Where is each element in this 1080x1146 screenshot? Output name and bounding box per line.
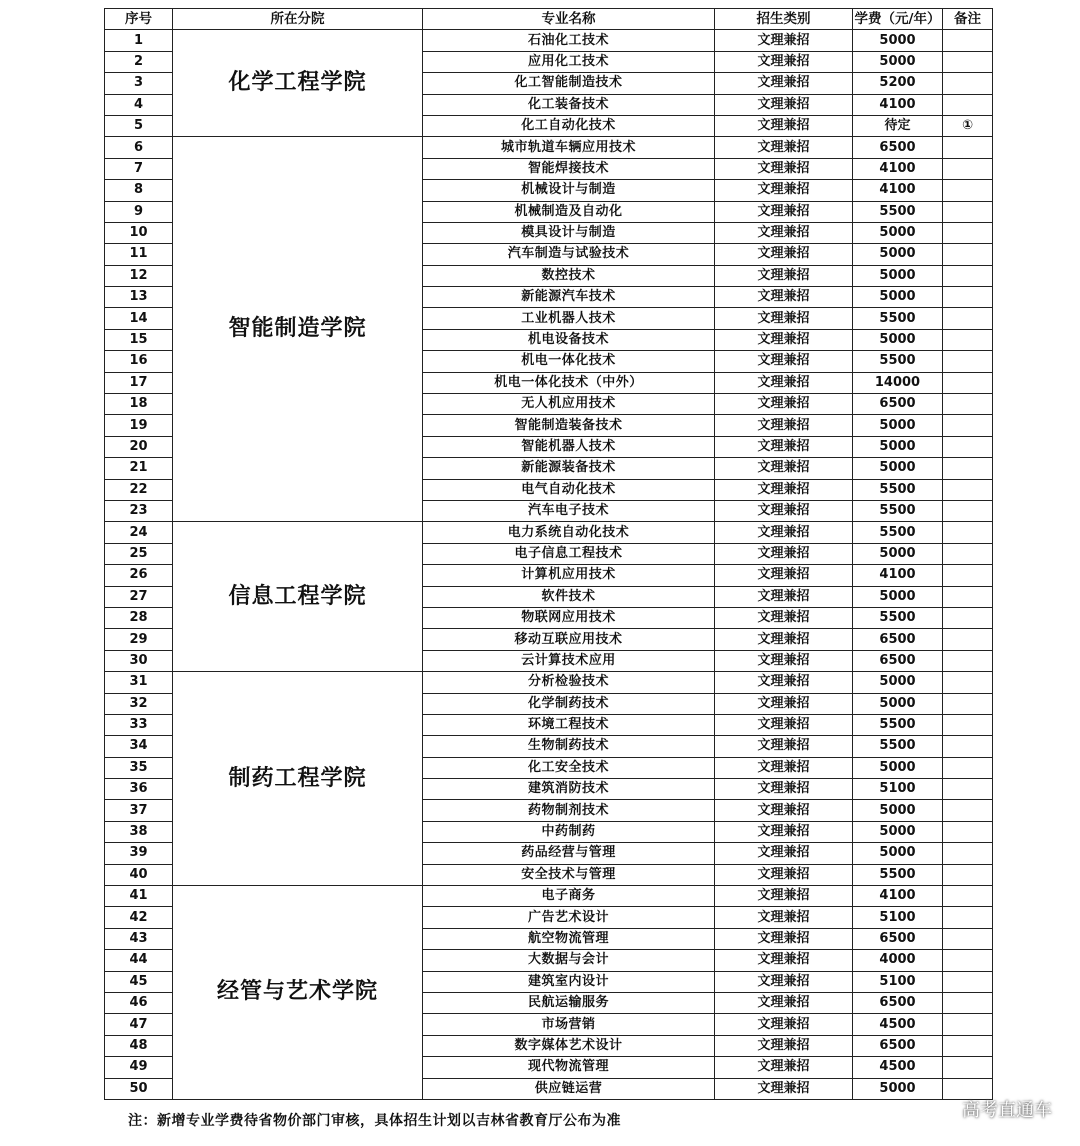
enroll-category: 文理兼招 xyxy=(715,757,853,778)
enroll-category: 文理兼招 xyxy=(715,500,853,521)
tuition-fee: 5000 xyxy=(853,51,943,72)
row-index: 27 xyxy=(105,586,173,607)
major-name: 生物制药技术 xyxy=(423,736,715,757)
remark xyxy=(943,821,993,842)
remark xyxy=(943,971,993,992)
row-index: 45 xyxy=(105,971,173,992)
major-name: 电气自动化技术 xyxy=(423,479,715,500)
enroll-category: 文理兼招 xyxy=(715,222,853,243)
major-name: 智能焊接技术 xyxy=(423,158,715,179)
row-index: 18 xyxy=(105,394,173,415)
enroll-category: 文理兼招 xyxy=(715,607,853,628)
remark xyxy=(943,650,993,671)
enroll-category: 文理兼招 xyxy=(715,1035,853,1056)
tuition-fee: 5000 xyxy=(853,672,943,693)
major-name: 化工安全技术 xyxy=(423,757,715,778)
tuition-fee: 4100 xyxy=(853,180,943,201)
header-fee: 学费（元/年） xyxy=(853,9,943,30)
enroll-category: 文理兼招 xyxy=(715,779,853,800)
enroll-category: 文理兼招 xyxy=(715,1057,853,1078)
remark xyxy=(943,500,993,521)
enroll-category: 文理兼招 xyxy=(715,928,853,949)
major-name: 机电设备技术 xyxy=(423,329,715,350)
major-name: 安全技术与管理 xyxy=(423,864,715,885)
tuition-fee: 6500 xyxy=(853,928,943,949)
remark xyxy=(943,1014,993,1035)
enroll-category: 文理兼招 xyxy=(715,308,853,329)
major-name: 机电一体化技术 xyxy=(423,351,715,372)
row-index: 37 xyxy=(105,800,173,821)
row-index: 22 xyxy=(105,479,173,500)
major-name: 智能机器人技术 xyxy=(423,436,715,457)
remark xyxy=(943,607,993,628)
major-name: 机械设计与制造 xyxy=(423,180,715,201)
tuition-fee: 5500 xyxy=(853,308,943,329)
row-index: 32 xyxy=(105,693,173,714)
major-name: 药物制剂技术 xyxy=(423,800,715,821)
enroll-category: 文理兼招 xyxy=(715,115,853,136)
tuition-fee: 5000 xyxy=(853,543,943,564)
enroll-category: 文理兼招 xyxy=(715,479,853,500)
remark xyxy=(943,30,993,51)
major-name: 电子信息工程技术 xyxy=(423,543,715,564)
remark xyxy=(943,907,993,928)
tuition-fee: 4000 xyxy=(853,950,943,971)
table-row xyxy=(105,886,993,907)
enroll-category: 文理兼招 xyxy=(715,287,853,308)
enroll-category: 文理兼招 xyxy=(715,265,853,286)
enroll-category: 文理兼招 xyxy=(715,201,853,222)
tuition-fee: 5500 xyxy=(853,714,943,735)
major-name: 计算机应用技术 xyxy=(423,565,715,586)
row-index: 44 xyxy=(105,950,173,971)
major-name: 石油化工技术 xyxy=(423,30,715,51)
enroll-category: 文理兼招 xyxy=(715,137,853,158)
remark xyxy=(943,736,993,757)
enroll-category: 文理兼招 xyxy=(715,886,853,907)
enroll-category: 文理兼招 xyxy=(715,30,853,51)
college-name: 信息工程学院 xyxy=(173,522,423,672)
tuition-fee: 5500 xyxy=(853,736,943,757)
major-name: 模具设计与制造 xyxy=(423,222,715,243)
remark xyxy=(943,329,993,350)
major-name: 应用化工技术 xyxy=(423,51,715,72)
enroll-category: 文理兼招 xyxy=(715,94,853,115)
tuition-fee: 5100 xyxy=(853,779,943,800)
row-index: 40 xyxy=(105,864,173,885)
major-name: 中药制药 xyxy=(423,821,715,842)
tuition-fee: 5000 xyxy=(853,329,943,350)
tuition-fee: 6500 xyxy=(853,650,943,671)
tuition-fee: 4100 xyxy=(853,94,943,115)
major-name: 数字媒体艺术设计 xyxy=(423,1035,715,1056)
major-name: 市场营销 xyxy=(423,1014,715,1035)
row-index: 39 xyxy=(105,843,173,864)
enroll-category: 文理兼招 xyxy=(715,329,853,350)
tuition-fee: 5500 xyxy=(853,522,943,543)
remark xyxy=(943,180,993,201)
row-index: 25 xyxy=(105,543,173,564)
remark xyxy=(943,415,993,436)
major-name: 环境工程技术 xyxy=(423,714,715,735)
enroll-category: 文理兼招 xyxy=(715,1078,853,1099)
enroll-category: 文理兼招 xyxy=(715,351,853,372)
college-name: 化学工程学院 xyxy=(173,30,423,137)
row-index: 38 xyxy=(105,821,173,842)
tuition-fee: 5500 xyxy=(853,351,943,372)
remark xyxy=(943,351,993,372)
major-name: 建筑室内设计 xyxy=(423,971,715,992)
enroll-category: 文理兼招 xyxy=(715,73,853,94)
tuition-fee: 4100 xyxy=(853,565,943,586)
enroll-category: 文理兼招 xyxy=(715,907,853,928)
major-name: 大数据与会计 xyxy=(423,950,715,971)
row-index: 2 xyxy=(105,51,173,72)
remark xyxy=(943,222,993,243)
tuition-fee: 5500 xyxy=(853,607,943,628)
row-index: 23 xyxy=(105,500,173,521)
tuition-fee: 4100 xyxy=(853,886,943,907)
row-index: 13 xyxy=(105,287,173,308)
tuition-fee: 待定 xyxy=(853,115,943,136)
remark xyxy=(943,779,993,800)
major-name: 城市轨道车辆应用技术 xyxy=(423,137,715,158)
remark xyxy=(943,51,993,72)
row-index: 29 xyxy=(105,629,173,650)
header-major: 专业名称 xyxy=(423,9,715,30)
enroll-category: 文理兼招 xyxy=(715,992,853,1013)
tuition-fee: 5000 xyxy=(853,757,943,778)
row-index: 24 xyxy=(105,522,173,543)
row-index: 16 xyxy=(105,351,173,372)
enroll-category: 文理兼招 xyxy=(715,950,853,971)
remark xyxy=(943,94,993,115)
header-row xyxy=(105,9,993,30)
enroll-category: 文理兼招 xyxy=(715,394,853,415)
tuition-fee: 5000 xyxy=(853,458,943,479)
major-name: 分析检验技术 xyxy=(423,672,715,693)
enroll-category: 文理兼招 xyxy=(715,800,853,821)
row-index: 47 xyxy=(105,1014,173,1035)
row-index: 26 xyxy=(105,565,173,586)
row-index: 6 xyxy=(105,137,173,158)
remark xyxy=(943,73,993,94)
major-name: 供应链运营 xyxy=(423,1078,715,1099)
major-name: 机电一体化技术（中外） xyxy=(423,372,715,393)
enroll-category: 文理兼招 xyxy=(715,543,853,564)
tuition-fee: 5000 xyxy=(853,843,943,864)
tuition-fee: 5000 xyxy=(853,800,943,821)
enroll-category: 文理兼招 xyxy=(715,672,853,693)
row-index: 49 xyxy=(105,1057,173,1078)
watermark: 高考直通车 xyxy=(962,1100,1052,1121)
remark xyxy=(943,864,993,885)
enroll-category: 文理兼招 xyxy=(715,180,853,201)
tuition-fee: 5000 xyxy=(853,265,943,286)
major-name: 化工智能制造技术 xyxy=(423,73,715,94)
major-name: 机械制造及自动化 xyxy=(423,201,715,222)
major-name: 化工自动化技术 xyxy=(423,115,715,136)
major-name: 汽车制造与试验技术 xyxy=(423,244,715,265)
header-index: 序号 xyxy=(105,9,173,30)
row-index: 43 xyxy=(105,928,173,949)
remark xyxy=(943,950,993,971)
remark xyxy=(943,714,993,735)
row-index: 3 xyxy=(105,73,173,94)
enroll-category: 文理兼招 xyxy=(715,843,853,864)
remark xyxy=(943,629,993,650)
row-index: 35 xyxy=(105,757,173,778)
enroll-category: 文理兼招 xyxy=(715,415,853,436)
remark xyxy=(943,137,993,158)
table-row xyxy=(105,672,993,693)
row-index: 14 xyxy=(105,308,173,329)
major-name: 智能制造装备技术 xyxy=(423,415,715,436)
row-index: 5 xyxy=(105,115,173,136)
tuition-fee: 6500 xyxy=(853,992,943,1013)
row-index: 21 xyxy=(105,458,173,479)
row-index: 50 xyxy=(105,1078,173,1099)
tuition-fee: 4500 xyxy=(853,1057,943,1078)
remark xyxy=(943,1035,993,1056)
tuition-fee: 5000 xyxy=(853,821,943,842)
enroll-category: 文理兼招 xyxy=(715,522,853,543)
row-index: 12 xyxy=(105,265,173,286)
remark xyxy=(943,394,993,415)
remark xyxy=(943,992,993,1013)
major-name: 现代物流管理 xyxy=(423,1057,715,1078)
enroll-category: 文理兼招 xyxy=(715,736,853,757)
tuition-fee: 5500 xyxy=(853,864,943,885)
major-name: 航空物流管理 xyxy=(423,928,715,949)
enrollment-table xyxy=(104,8,993,1100)
tuition-fee: 14000 xyxy=(853,372,943,393)
major-name: 药品经营与管理 xyxy=(423,843,715,864)
remark xyxy=(943,1057,993,1078)
row-index: 28 xyxy=(105,607,173,628)
remark xyxy=(943,158,993,179)
tuition-fee: 4100 xyxy=(853,158,943,179)
major-name: 软件技术 xyxy=(423,586,715,607)
row-index: 10 xyxy=(105,222,173,243)
remark xyxy=(943,757,993,778)
remark: ① xyxy=(943,115,993,136)
remark xyxy=(943,928,993,949)
tuition-fee: 4500 xyxy=(853,1014,943,1035)
college-name: 经管与艺术学院 xyxy=(173,886,423,1100)
tuition-fee: 5000 xyxy=(853,693,943,714)
tuition-fee: 6500 xyxy=(853,137,943,158)
tuition-fee: 6500 xyxy=(853,394,943,415)
enroll-category: 文理兼招 xyxy=(715,821,853,842)
enroll-category: 文理兼招 xyxy=(715,51,853,72)
enroll-category: 文理兼招 xyxy=(715,158,853,179)
tuition-fee: 5500 xyxy=(853,500,943,521)
remark xyxy=(943,201,993,222)
header-category: 招生类别 xyxy=(715,9,853,30)
tuition-fee: 5000 xyxy=(853,222,943,243)
tuition-fee: 5200 xyxy=(853,73,943,94)
remark xyxy=(943,543,993,564)
major-name: 化学制药技术 xyxy=(423,693,715,714)
row-index: 17 xyxy=(105,372,173,393)
remark xyxy=(943,372,993,393)
remark xyxy=(943,800,993,821)
table-body xyxy=(105,30,993,1100)
college-name: 制药工程学院 xyxy=(173,672,423,886)
remark xyxy=(943,843,993,864)
tuition-fee: 5000 xyxy=(853,436,943,457)
enroll-category: 文理兼招 xyxy=(715,372,853,393)
enroll-category: 文理兼招 xyxy=(715,436,853,457)
footnote: 注：新增专业学费待省物价部门审核，具体招生计划以吉林省教育厅公布为准 xyxy=(128,1113,621,1129)
enroll-category: 文理兼招 xyxy=(715,458,853,479)
enroll-category: 文理兼招 xyxy=(715,650,853,671)
row-index: 8 xyxy=(105,180,173,201)
remark xyxy=(943,672,993,693)
enroll-category: 文理兼招 xyxy=(715,1014,853,1035)
tuition-fee: 5100 xyxy=(853,907,943,928)
remark xyxy=(943,308,993,329)
college-name: 智能制造学院 xyxy=(173,137,423,522)
major-name: 工业机器人技术 xyxy=(423,308,715,329)
row-index: 11 xyxy=(105,244,173,265)
major-name: 无人机应用技术 xyxy=(423,394,715,415)
row-index: 42 xyxy=(105,907,173,928)
remark xyxy=(943,458,993,479)
tuition-fee: 6500 xyxy=(853,629,943,650)
major-name: 新能源汽车技术 xyxy=(423,287,715,308)
tuition-fee: 5500 xyxy=(853,479,943,500)
row-index: 15 xyxy=(105,329,173,350)
enroll-category: 文理兼招 xyxy=(715,714,853,735)
table-row xyxy=(105,137,993,158)
tuition-fee: 5000 xyxy=(853,30,943,51)
tuition-fee: 5000 xyxy=(853,586,943,607)
row-index: 19 xyxy=(105,415,173,436)
tuition-fee: 5000 xyxy=(853,244,943,265)
row-index: 48 xyxy=(105,1035,173,1056)
row-index: 46 xyxy=(105,992,173,1013)
major-name: 物联网应用技术 xyxy=(423,607,715,628)
table-row xyxy=(105,30,993,51)
tuition-fee: 5000 xyxy=(853,415,943,436)
tuition-fee: 6500 xyxy=(853,1035,943,1056)
major-name: 建筑消防技术 xyxy=(423,779,715,800)
enroll-category: 文理兼招 xyxy=(715,629,853,650)
major-name: 化工装备技术 xyxy=(423,94,715,115)
tuition-fee: 5500 xyxy=(853,201,943,222)
remark xyxy=(943,436,993,457)
major-name: 云计算技术应用 xyxy=(423,650,715,671)
row-index: 36 xyxy=(105,779,173,800)
row-index: 34 xyxy=(105,736,173,757)
major-name: 民航运输服务 xyxy=(423,992,715,1013)
remark xyxy=(943,479,993,500)
enroll-category: 文理兼招 xyxy=(715,244,853,265)
row-index: 4 xyxy=(105,94,173,115)
header-college: 所在分院 xyxy=(173,9,423,30)
enroll-category: 文理兼招 xyxy=(715,565,853,586)
tuition-fee: 5000 xyxy=(853,1078,943,1099)
enroll-category: 文理兼招 xyxy=(715,586,853,607)
major-name: 电子商务 xyxy=(423,886,715,907)
row-index: 7 xyxy=(105,158,173,179)
major-name: 移动互联应用技术 xyxy=(423,629,715,650)
remark xyxy=(943,522,993,543)
major-name: 汽车电子技术 xyxy=(423,500,715,521)
remark xyxy=(943,265,993,286)
header-note: 备注 xyxy=(943,9,993,30)
enroll-category: 文理兼招 xyxy=(715,693,853,714)
major-name: 电力系统自动化技术 xyxy=(423,522,715,543)
remark xyxy=(943,565,993,586)
row-index: 20 xyxy=(105,436,173,457)
remark xyxy=(943,586,993,607)
remark xyxy=(943,244,993,265)
row-index: 41 xyxy=(105,886,173,907)
row-index: 33 xyxy=(105,714,173,735)
major-name: 新能源装备技术 xyxy=(423,458,715,479)
table-row xyxy=(105,522,993,543)
tuition-fee: 5100 xyxy=(853,971,943,992)
enroll-category: 文理兼招 xyxy=(715,971,853,992)
row-index: 9 xyxy=(105,201,173,222)
row-index: 31 xyxy=(105,672,173,693)
row-index: 30 xyxy=(105,650,173,671)
major-name: 数控技术 xyxy=(423,265,715,286)
remark xyxy=(943,287,993,308)
row-index: 1 xyxy=(105,30,173,51)
major-name: 广告艺术设计 xyxy=(423,907,715,928)
tuition-fee: 5000 xyxy=(853,287,943,308)
enroll-category: 文理兼招 xyxy=(715,864,853,885)
remark xyxy=(943,886,993,907)
remark xyxy=(943,693,993,714)
